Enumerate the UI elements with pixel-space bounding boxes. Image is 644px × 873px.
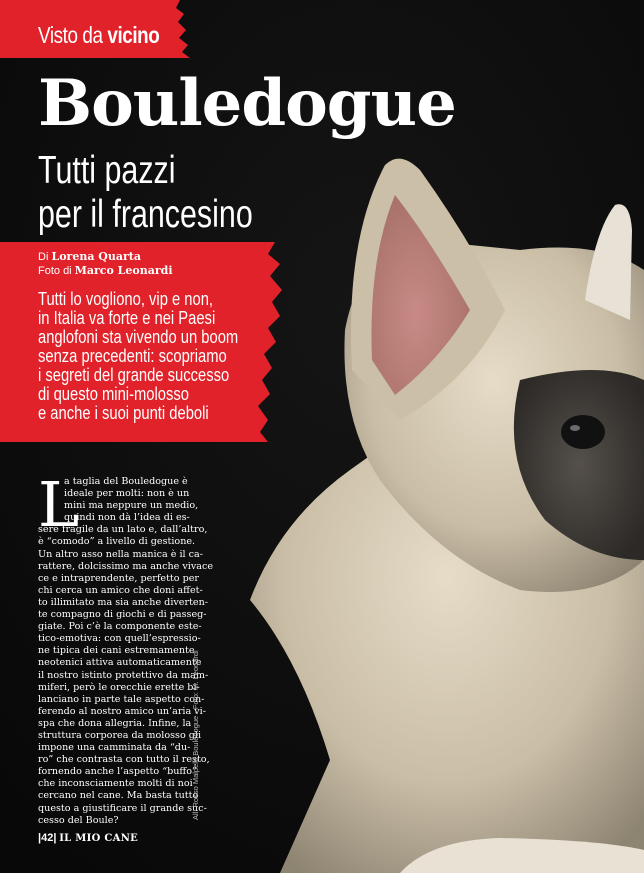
body-line: questo a giustificare il grande suc- bbox=[38, 802, 207, 814]
photographer-label: Foto di bbox=[38, 265, 72, 277]
section-label bbox=[38, 22, 159, 49]
standfirst-line: anglofoni sta vivendo un boom bbox=[38, 327, 239, 347]
body-line: rattere, dolcissimo ma anche vivace bbox=[38, 560, 214, 572]
body-line: lanciano in parte tale aspetto con- bbox=[38, 693, 205, 705]
body-line: è “comodo” a livello di gestione. bbox=[38, 536, 196, 548]
body-line: sere fragile da un lato e, dall’altro, bbox=[38, 524, 208, 536]
body-line: tico-emotiva: con quell’espressio- bbox=[38, 633, 201, 645]
body-line: spa che dona allegria. Infine, la bbox=[38, 717, 192, 729]
body-line: fornendo anche l’aspetto “buffo” bbox=[38, 766, 197, 778]
body-line: Un altro asso nella manica è il ca- bbox=[38, 548, 203, 560]
subheadline-line-2: per il francesino bbox=[38, 193, 253, 236]
magazine-name: IL MIO CANE bbox=[59, 833, 139, 844]
body-line: che inconsciamente molti di noi bbox=[38, 778, 193, 790]
body-line: a taglia del Bouledogue è bbox=[64, 476, 188, 487]
body-line: ro” che contrasta con tutto il resto, bbox=[38, 754, 210, 766]
standfirst-line: i segreti del grande successo bbox=[38, 365, 230, 385]
standfirst-line: di questo mini-molosso bbox=[38, 384, 189, 404]
body-line: ideale per molti: non è un bbox=[64, 488, 190, 500]
drop-cap: L bbox=[38, 468, 80, 541]
body-line: neotenici attiva automaticamente bbox=[38, 657, 202, 669]
subheadline-line-1: Tutti pazzi bbox=[38, 149, 176, 192]
body-line: cercano nel cane. Ma basta tutto bbox=[38, 790, 199, 802]
standfirst-line: senza precedenti: scopriamo bbox=[38, 346, 227, 366]
body-line: quindi non dà l’idea di es- bbox=[64, 512, 190, 524]
body-line: giate. Poi c’è la componente este- bbox=[38, 621, 202, 633]
author-label: Di bbox=[38, 251, 49, 263]
body-line: ne tipica dei cani estremamente bbox=[38, 645, 195, 657]
page-footer: |42| IL MIO CANE bbox=[38, 832, 139, 844]
standfirst-line: in Italia va forte e nei Paesi bbox=[38, 308, 216, 328]
body-line: mini ma neppure un medio, bbox=[64, 500, 199, 512]
headline: Bouledogue bbox=[38, 66, 456, 141]
body-line: ferendo al nostro amico un’aria vi- bbox=[38, 705, 206, 717]
body-line: struttura corporea da molosso gli bbox=[38, 729, 202, 741]
section-highlight: vicino bbox=[107, 22, 160, 48]
author-name: Lorena Quarta bbox=[51, 250, 141, 263]
standfirst-line: Tutti lo vogliono, vip e non, bbox=[38, 289, 214, 309]
page-number: 42 bbox=[41, 832, 54, 844]
body-line: cesso del Boule? bbox=[38, 814, 119, 826]
standfirst bbox=[38, 290, 276, 423]
body-line: miferi, però le orecchie erette bi- bbox=[38, 681, 200, 693]
standfirst-line: e anche i suoi punti deboli bbox=[38, 403, 209, 423]
body-line: il nostro istinto protettivo da mam- bbox=[38, 669, 209, 681]
vertical-photo-credit: All. Rosso Malpelo Bouledogue - Foto: M. Leonardi bbox=[191, 650, 200, 820]
photo-credit-line bbox=[38, 264, 173, 277]
section-prefix: Visto da bbox=[38, 22, 103, 48]
body-line: impone una camminata da “du- bbox=[38, 742, 191, 754]
body-line: te compagno di giochi e di passeg- bbox=[38, 609, 207, 621]
body-line: ce e intraprendente, perfetto per bbox=[38, 572, 200, 584]
body-line: chi cerca un amico che doni affet- bbox=[38, 584, 203, 596]
body-line: to illimitato ma sia anche diverten- bbox=[38, 596, 209, 608]
photographer-name: Marco Leonardi bbox=[74, 264, 173, 277]
author-credit bbox=[38, 250, 141, 263]
